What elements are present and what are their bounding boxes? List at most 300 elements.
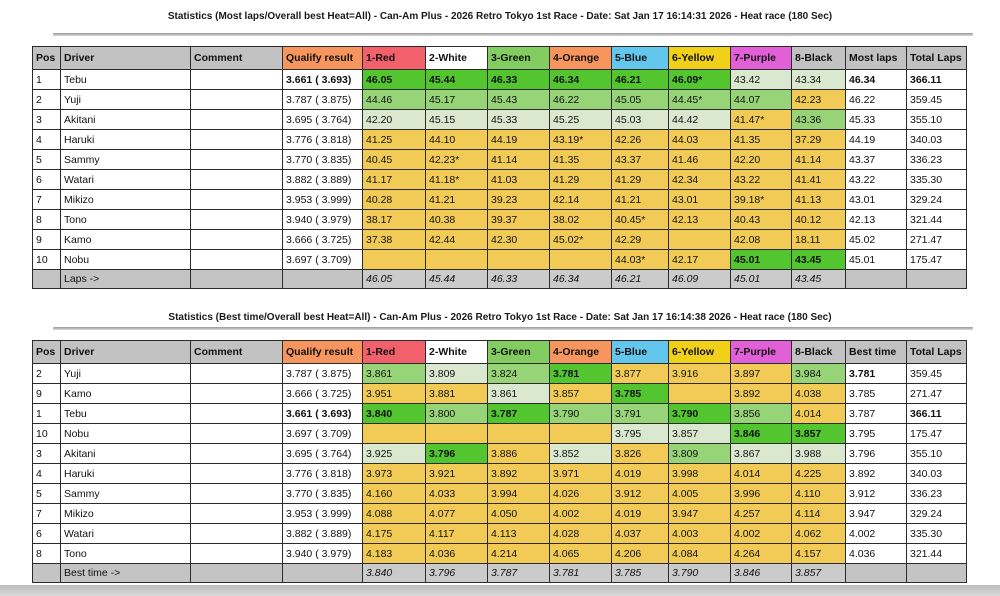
position-cell: 10 — [33, 424, 61, 444]
comment-cell — [191, 404, 283, 424]
qualify-result-cell: 3.695 ( 3.764) — [283, 444, 363, 464]
result-cell: 3.787 — [846, 404, 907, 424]
total-laps-cell: 366.11 — [907, 404, 967, 424]
heat-time-cell-4: 3.781 — [550, 364, 612, 384]
driver-row — [33, 484, 967, 504]
qualify-result-cell: 3.661 ( 3.693) — [283, 404, 363, 424]
heat-time-cell-1: 3.973 — [363, 464, 426, 484]
heat-time-cell-3: 3.861 — [488, 384, 550, 404]
heat-column-header-1: 1-Red — [363, 47, 426, 70]
heat-time-cell-1: 42.20 — [363, 110, 426, 130]
result-cell: 3.796 — [846, 444, 907, 464]
qualify-column-header: Qualify result — [283, 341, 363, 364]
summary-result-cell — [846, 564, 907, 583]
heat-time-cell-5: 41.21 — [612, 190, 669, 210]
heat-time-cell-3 — [488, 250, 550, 270]
summary-best-cell-4: 46.34 — [550, 270, 612, 289]
heat-time-cell-7: 3.897 — [731, 364, 792, 384]
pos-column-header: Pos — [33, 341, 61, 364]
position-cell: 1 — [33, 70, 61, 90]
heat-time-cell-4: 3.857 — [550, 384, 612, 404]
heat-time-cell-2: 41.21 — [426, 190, 488, 210]
heat-time-cell-4 — [550, 250, 612, 270]
heat-time-cell-5: 43.37 — [612, 150, 669, 170]
position-cell: 10 — [33, 250, 61, 270]
heat-time-cell-7: 42.08 — [731, 230, 792, 250]
pos-column-header: Pos — [33, 47, 61, 70]
position-cell: 7 — [33, 190, 61, 210]
heat-time-cell-7: 41.35 — [731, 130, 792, 150]
heat-time-cell-6: 41.46 — [669, 150, 731, 170]
driver-row — [33, 364, 967, 384]
heat-time-cell-6: 42.17 — [669, 250, 731, 270]
heat-time-cell-5: 3.795 — [612, 424, 669, 444]
comment-column-header: Comment — [191, 47, 283, 70]
summary-pos-cell — [33, 564, 61, 583]
heat-time-cell-7: 43.22 — [731, 170, 792, 190]
heat-time-cell-3: 39.37 — [488, 210, 550, 230]
qualify-result-cell: 3.776 ( 3.818) — [283, 464, 363, 484]
position-cell: 8 — [33, 544, 61, 564]
heat-time-cell-6: 3.809 — [669, 444, 731, 464]
position-cell: 4 — [33, 464, 61, 484]
total-laps-cell: 321.44 — [907, 544, 967, 564]
position-cell: 9 — [33, 384, 61, 404]
heat-time-cell-2: 3.796 — [426, 444, 488, 464]
summary-qualify-cell — [283, 270, 363, 289]
driver-row — [33, 90, 967, 110]
total-laps-cell: 359.45 — [907, 364, 967, 384]
heat-time-cell-6: 3.790 — [669, 404, 731, 424]
heat-time-cell-4: 3.790 — [550, 404, 612, 424]
summary-qualify-cell — [283, 564, 363, 583]
qualify-result-cell: 3.940 ( 3.979) — [283, 544, 363, 564]
heat-time-cell-4: 38.02 — [550, 210, 612, 230]
heat-time-cell-8: 4.114 — [792, 504, 846, 524]
comment-cell — [191, 130, 283, 150]
summary-result-cell — [846, 270, 907, 289]
total-laps-cell: 271.47 — [907, 384, 967, 404]
summary-pos-cell — [33, 270, 61, 289]
summary-best-cell-3: 46.33 — [488, 270, 550, 289]
driver-name-cell: Mikizo — [61, 190, 191, 210]
driver-name-cell: Sammy — [61, 484, 191, 504]
heat-time-cell-4: 4.028 — [550, 524, 612, 544]
heat-time-cell-1: 41.25 — [363, 130, 426, 150]
heat-time-cell-5: 4.037 — [612, 524, 669, 544]
total-laps-cell: 329.24 — [907, 504, 967, 524]
heat-time-cell-5: 42.26 — [612, 130, 669, 150]
heat-time-cell-8: 41.13 — [792, 190, 846, 210]
position-cell: 6 — [33, 170, 61, 190]
heat-time-cell-1: 46.05 — [363, 70, 426, 90]
result-cell: 43.22 — [846, 170, 907, 190]
qualify-result-cell: 3.776 ( 3.818) — [283, 130, 363, 150]
heat-time-cell-2 — [426, 250, 488, 270]
heat-time-cell-1: 37.38 — [363, 230, 426, 250]
driver-row — [33, 110, 967, 130]
driver-row — [33, 250, 967, 270]
driver-row — [33, 424, 967, 444]
heat-time-cell-4: 41.35 — [550, 150, 612, 170]
heat-column-header-3: 3-Green — [488, 341, 550, 364]
heat-time-cell-2 — [426, 424, 488, 444]
driver-name-cell: Yuji — [61, 90, 191, 110]
driver-name-cell: Akitani — [61, 444, 191, 464]
heat-time-cell-4: 46.34 — [550, 70, 612, 90]
position-cell: 1 — [33, 404, 61, 424]
result-cell: 44.19 — [846, 130, 907, 150]
driver-name-cell: Kamo — [61, 230, 191, 250]
driver-name-cell: Kamo — [61, 384, 191, 404]
result-cell: 42.13 — [846, 210, 907, 230]
driver-row — [33, 70, 967, 90]
heat-column-header-2: 2-White — [426, 47, 488, 70]
driver-name-cell: Watari — [61, 170, 191, 190]
heat-time-cell-3: 42.30 — [488, 230, 550, 250]
heat-column-header-7: 7-Purple — [731, 47, 792, 70]
report-title-best-time: Statistics (Best time/Overall best Heat=All) - Can-Am Plus - 2026 Retro Tokyo 1st Race - Date: Sat Jan 17 16:14:38 2026 - Heat race (180 Sec) — [168, 312, 832, 323]
heat-time-cell-1: 4.175 — [363, 524, 426, 544]
comment-cell — [191, 364, 283, 384]
driver-column-header: Driver — [61, 47, 191, 70]
heat-column-header-6: 6-Yellow — [669, 47, 731, 70]
heat-time-cell-8: 37.29 — [792, 130, 846, 150]
report-title-most-laps: Statistics (Most laps/Overall best Heat=All) - Can-Am Plus - 2026 Retro Tokyo 1st Race - Date: Sat Jan 17 16:14:31 2026 - Heat race (180 Sec) — [167, 11, 833, 22]
heat-time-cell-3: 3.892 — [488, 464, 550, 484]
heat-time-cell-5: 3.912 — [612, 484, 669, 504]
heat-time-cell-2: 3.921 — [426, 464, 488, 484]
heat-time-cell-3: 46.33 — [488, 70, 550, 90]
heat-time-cell-8: 4.014 — [792, 404, 846, 424]
heat-time-cell-7: 39.18* — [731, 190, 792, 210]
heat-time-cell-2: 42.44 — [426, 230, 488, 250]
heat-time-cell-7: 3.996 — [731, 484, 792, 504]
driver-name-cell: Nobu — [61, 424, 191, 444]
result-cell: 45.02 — [846, 230, 907, 250]
heat-time-cell-7: 43.42 — [731, 70, 792, 90]
driver-row — [33, 544, 967, 564]
heat-time-cell-2: 4.077 — [426, 504, 488, 524]
summary-best-cell-3: 3.787 — [488, 564, 550, 583]
heat-time-cell-5: 4.019 — [612, 464, 669, 484]
result-cell: 45.01 — [846, 250, 907, 270]
summary-best-cell-2: 3.796 — [426, 564, 488, 583]
summary-total-cell — [907, 270, 967, 289]
heat-column-header-8: 8-Black — [792, 341, 846, 364]
comment-cell — [191, 190, 283, 210]
comment-cell — [191, 230, 283, 250]
result-cell: 3.795 — [846, 424, 907, 444]
driver-row — [33, 404, 967, 424]
heat-time-cell-1: 40.45 — [363, 150, 426, 170]
heat-column-header-1: 1-Red — [363, 341, 426, 364]
heat-time-cell-1: 38.17 — [363, 210, 426, 230]
summary-row — [33, 564, 967, 583]
heat-time-cell-3: 39.23 — [488, 190, 550, 210]
summary-best-cell-8: 43.45 — [792, 270, 846, 289]
heat-time-cell-2: 41.18* — [426, 170, 488, 190]
result-column-header: Most laps — [846, 47, 907, 70]
total-laps-cell: 271.47 — [907, 230, 967, 250]
heat-column-header-5: 5-Blue — [612, 341, 669, 364]
summary-comment-cell — [191, 564, 283, 583]
heat-column-header-4: 4-Orange — [550, 47, 612, 70]
driver-row — [33, 130, 967, 150]
heat-time-cell-6 — [669, 230, 731, 250]
qualify-result-cell: 3.695 ( 3.764) — [283, 110, 363, 130]
comment-cell — [191, 150, 283, 170]
summary-best-cell-5: 46.21 — [612, 270, 669, 289]
comment-cell — [191, 250, 283, 270]
total-laps-cell: 175.47 — [907, 250, 967, 270]
heat-time-cell-2: 42.23* — [426, 150, 488, 170]
heat-time-cell-1: 40.28 — [363, 190, 426, 210]
heat-column-header-3: 3-Green — [488, 47, 550, 70]
heat-time-cell-5: 3.785 — [612, 384, 669, 404]
summary-total-cell — [907, 564, 967, 583]
heat-time-cell-5: 45.05 — [612, 90, 669, 110]
position-cell: 9 — [33, 230, 61, 250]
total-laps-column-header: Total Laps — [907, 47, 967, 70]
driver-row — [33, 464, 967, 484]
position-cell: 7 — [33, 504, 61, 524]
comment-cell — [191, 504, 283, 524]
driver-row — [33, 170, 967, 190]
heat-time-cell-8: 43.34 — [792, 70, 846, 90]
summary-best-cell-1: 46.05 — [363, 270, 426, 289]
total-laps-cell: 355.10 — [907, 110, 967, 130]
heat-time-cell-7: 3.892 — [731, 384, 792, 404]
heat-time-cell-2: 3.881 — [426, 384, 488, 404]
summary-best-cell-6: 46.09 — [669, 270, 731, 289]
comment-cell — [191, 384, 283, 404]
driver-name-cell: Nobu — [61, 250, 191, 270]
driver-name-cell: Tebu — [61, 70, 191, 90]
heat-time-cell-6: 44.42 — [669, 110, 731, 130]
heat-time-cell-7: 41.47* — [731, 110, 792, 130]
summary-best-cell-6: 3.790 — [669, 564, 731, 583]
qualify-result-cell: 3.697 ( 3.709) — [283, 424, 363, 444]
qualify-result-cell: 3.666 ( 3.725) — [283, 230, 363, 250]
heat-time-cell-4: 3.852 — [550, 444, 612, 464]
driver-row — [33, 524, 967, 544]
summary-best-cell-5: 3.785 — [612, 564, 669, 583]
comment-cell — [191, 464, 283, 484]
heat-time-cell-8: 41.41 — [792, 170, 846, 190]
comment-cell — [191, 170, 283, 190]
heat-time-cell-2: 45.44 — [426, 70, 488, 90]
heat-time-cell-4: 42.14 — [550, 190, 612, 210]
heat-time-cell-2: 44.10 — [426, 130, 488, 150]
summary-best-cell-7: 3.846 — [731, 564, 792, 583]
heat-time-cell-3: 4.050 — [488, 504, 550, 524]
driver-name-cell: Yuji — [61, 364, 191, 384]
result-cell: 46.22 — [846, 90, 907, 110]
heat-time-cell-3: 3.824 — [488, 364, 550, 384]
heat-time-cell-3: 41.03 — [488, 170, 550, 190]
result-cell: 3.912 — [846, 484, 907, 504]
position-cell: 6 — [33, 524, 61, 544]
summary-label-cell: Best time -> — [61, 564, 191, 583]
heat-time-cell-6: 4.005 — [669, 484, 731, 504]
summary-best-cell-8: 3.857 — [792, 564, 846, 583]
heat-time-cell-5: 45.03 — [612, 110, 669, 130]
result-cell: 43.37 — [846, 150, 907, 170]
heat-time-cell-6: 42.13 — [669, 210, 731, 230]
heat-time-cell-8: 3.988 — [792, 444, 846, 464]
qualify-result-cell: 3.882 ( 3.889) — [283, 524, 363, 544]
heat-time-cell-7: 3.867 — [731, 444, 792, 464]
heat-time-cell-1 — [363, 250, 426, 270]
heat-time-cell-8: 43.36 — [792, 110, 846, 130]
heat-time-cell-2: 4.033 — [426, 484, 488, 504]
result-cell: 46.34 — [846, 70, 907, 90]
result-cell: 3.781 — [846, 364, 907, 384]
driver-name-cell: Mikizo — [61, 504, 191, 524]
comment-cell — [191, 210, 283, 230]
comment-cell — [191, 70, 283, 90]
summary-row — [33, 270, 967, 289]
total-laps-cell: 336.23 — [907, 484, 967, 504]
most-laps-table — [32, 46, 967, 289]
page-bottom-rule — [0, 585, 1000, 596]
total-laps-column-header: Total Laps — [907, 341, 967, 364]
heat-time-cell-8: 4.038 — [792, 384, 846, 404]
heat-time-cell-6: 44.03 — [669, 130, 731, 150]
summary-best-cell-4: 3.781 — [550, 564, 612, 583]
heat-time-cell-1: 4.160 — [363, 484, 426, 504]
heat-time-cell-3: 44.19 — [488, 130, 550, 150]
qualify-result-cell: 3.787 ( 3.875) — [283, 364, 363, 384]
heat-time-cell-7: 40.43 — [731, 210, 792, 230]
summary-best-cell-1: 3.840 — [363, 564, 426, 583]
heat-time-cell-1: 41.17 — [363, 170, 426, 190]
heat-time-cell-5: 40.45* — [612, 210, 669, 230]
total-laps-cell: 335.30 — [907, 170, 967, 190]
summary-comment-cell — [191, 270, 283, 289]
heat-time-cell-7: 4.002 — [731, 524, 792, 544]
comment-cell — [191, 524, 283, 544]
result-cell: 4.036 — [846, 544, 907, 564]
heat-time-cell-3: 41.14 — [488, 150, 550, 170]
result-cell: 4.002 — [846, 524, 907, 544]
heat-time-cell-3 — [488, 424, 550, 444]
heat-time-cell-3: 45.43 — [488, 90, 550, 110]
heat-time-cell-6 — [669, 384, 731, 404]
result-column-header: Best time — [846, 341, 907, 364]
driver-row — [33, 210, 967, 230]
qualify-result-cell: 3.697 ( 3.709) — [283, 250, 363, 270]
heat-time-cell-6: 44.45* — [669, 90, 731, 110]
heat-time-cell-8: 4.110 — [792, 484, 846, 504]
heat-time-cell-8: 43.45 — [792, 250, 846, 270]
driver-name-cell: Tebu — [61, 404, 191, 424]
driver-name-cell: Akitani — [61, 110, 191, 130]
heat-time-cell-4: 46.22 — [550, 90, 612, 110]
driver-name-cell: Tono — [61, 544, 191, 564]
heat-time-cell-6: 42.34 — [669, 170, 731, 190]
driver-column-header: Driver — [61, 341, 191, 364]
heat-time-cell-8: 4.225 — [792, 464, 846, 484]
heat-time-cell-3: 3.886 — [488, 444, 550, 464]
heat-time-cell-7: 44.07 — [731, 90, 792, 110]
comment-cell — [191, 110, 283, 130]
heat-time-cell-1: 4.183 — [363, 544, 426, 564]
qualify-column-header: Qualify result — [283, 47, 363, 70]
qualify-result-cell: 3.787 ( 3.875) — [283, 90, 363, 110]
driver-row — [33, 504, 967, 524]
heat-time-cell-1: 4.088 — [363, 504, 426, 524]
position-cell: 3 — [33, 110, 61, 130]
total-laps-cell: 175.47 — [907, 424, 967, 444]
heat-time-cell-1: 3.840 — [363, 404, 426, 424]
heat-time-cell-4 — [550, 424, 612, 444]
total-laps-cell: 340.03 — [907, 130, 967, 150]
qualify-result-cell: 3.940 ( 3.979) — [283, 210, 363, 230]
result-cell: 3.947 — [846, 504, 907, 524]
heat-time-cell-2: 45.15 — [426, 110, 488, 130]
heat-time-cell-8: 4.062 — [792, 524, 846, 544]
heat-time-cell-8: 40.12 — [792, 210, 846, 230]
qualify-result-cell: 3.882 ( 3.889) — [283, 170, 363, 190]
heat-time-cell-5: 3.877 — [612, 364, 669, 384]
heat-time-cell-6: 4.003 — [669, 524, 731, 544]
driver-name-cell: Sammy — [61, 150, 191, 170]
heat-column-header-5: 5-Blue — [612, 47, 669, 70]
qualify-result-cell: 3.770 ( 3.835) — [283, 150, 363, 170]
driver-row — [33, 150, 967, 170]
position-cell: 4 — [33, 130, 61, 150]
heat-time-cell-6: 3.998 — [669, 464, 731, 484]
qualify-result-cell: 3.770 ( 3.835) — [283, 484, 363, 504]
driver-row — [33, 384, 967, 404]
summary-best-cell-7: 45.01 — [731, 270, 792, 289]
heat-time-cell-1: 3.861 — [363, 364, 426, 384]
comment-cell — [191, 484, 283, 504]
heat-time-cell-4: 43.19* — [550, 130, 612, 150]
driver-name-cell: Haruki — [61, 130, 191, 150]
heat-time-cell-7: 4.257 — [731, 504, 792, 524]
heat-time-cell-7: 4.014 — [731, 464, 792, 484]
heat-time-cell-6: 3.857 — [669, 424, 731, 444]
comment-cell — [191, 424, 283, 444]
position-cell: 5 — [33, 150, 61, 170]
comment-column-header: Comment — [191, 341, 283, 364]
heat-time-cell-2: 4.117 — [426, 524, 488, 544]
heat-time-cell-4: 45.02* — [550, 230, 612, 250]
heat-time-cell-8: 4.157 — [792, 544, 846, 564]
heat-time-cell-8: 3.984 — [792, 364, 846, 384]
total-laps-cell: 336.23 — [907, 150, 967, 170]
heat-time-cell-1 — [363, 424, 426, 444]
total-laps-cell: 335.30 — [907, 524, 967, 544]
heat-time-cell-7: 4.264 — [731, 544, 792, 564]
position-cell: 2 — [33, 90, 61, 110]
heat-time-cell-2: 3.800 — [426, 404, 488, 424]
heat-time-cell-5: 4.019 — [612, 504, 669, 524]
heat-time-cell-7: 42.20 — [731, 150, 792, 170]
heat-time-cell-8: 41.14 — [792, 150, 846, 170]
heat-time-cell-8: 18.11 — [792, 230, 846, 250]
summary-best-cell-2: 45.44 — [426, 270, 488, 289]
heat-time-cell-5: 4.206 — [612, 544, 669, 564]
heat-time-cell-4: 4.065 — [550, 544, 612, 564]
result-cell: 3.785 — [846, 384, 907, 404]
heat-time-cell-5: 46.21 — [612, 70, 669, 90]
heat-column-header-7: 7-Purple — [731, 341, 792, 364]
heat-time-cell-5: 3.826 — [612, 444, 669, 464]
